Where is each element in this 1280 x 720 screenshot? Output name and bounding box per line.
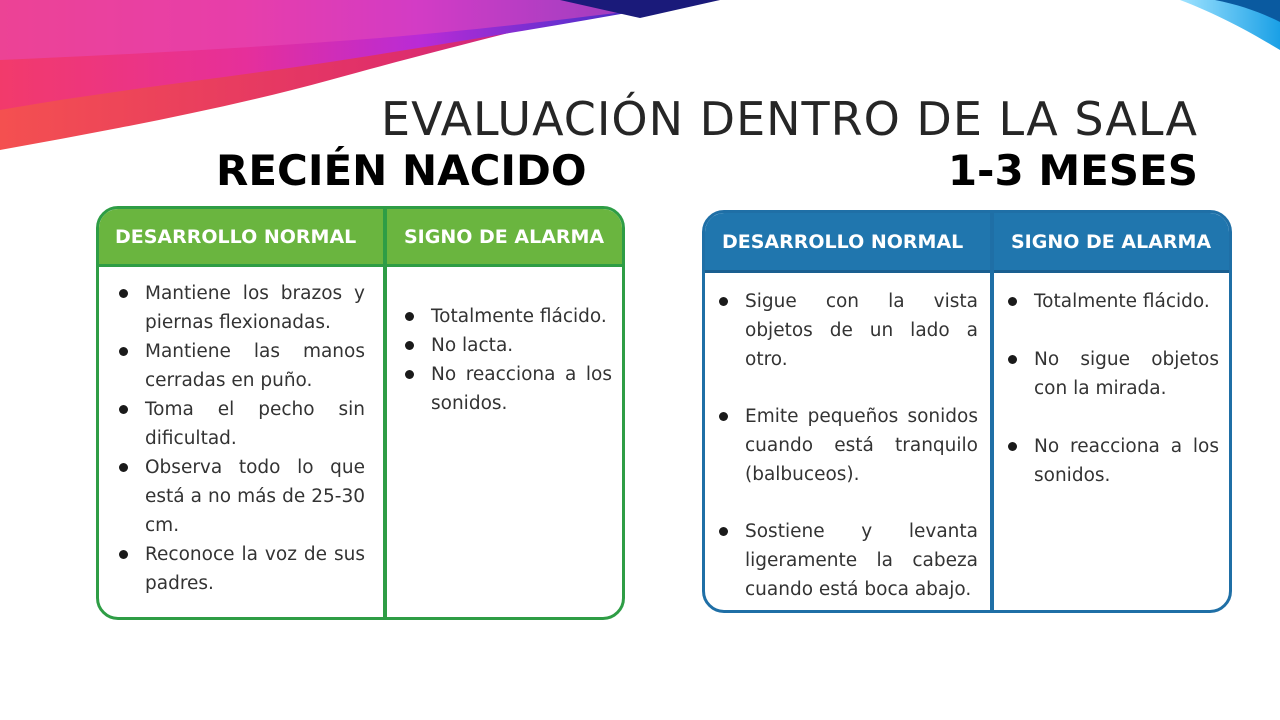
alarm-sign-column <box>990 213 1229 610</box>
alarm-sign-column <box>383 209 622 617</box>
months-1-3-heading: 1-3 MESES <box>947 146 1198 195</box>
list-item: Toma el pecho sin dificultad. <box>115 395 365 453</box>
alarm-sign-list <box>1004 287 1219 490</box>
list-item: No reacciona a los sonidos. <box>401 360 612 418</box>
newborn-table <box>96 206 625 620</box>
list-item: Sostiene y levanta ligeramente la cabeza cuando está boca abajo. <box>715 517 978 604</box>
list-item: No sigue objetos con la mirada. <box>1004 345 1219 403</box>
normal-development-list <box>115 279 365 598</box>
newborn-heading: RECIÉN NACIDO <box>216 146 587 195</box>
list-item: Mantiene los brazos y piernas flexionadas. <box>115 279 365 337</box>
alarm-sign-header: SIGNO DE ALARMA <box>387 209 622 267</box>
normal-development-header: DESARROLLO NORMAL <box>705 213 990 273</box>
list-item: Mantiene las manos cerradas en puño. <box>115 337 365 395</box>
months-1-3-table <box>702 210 1232 613</box>
list-item: Totalmente flácido. <box>401 302 612 331</box>
list-item: Totalmente flácido. <box>1004 287 1219 316</box>
list-item: Observa todo lo que está a no más de 25-30 cm. <box>115 453 365 540</box>
normal-development-column <box>99 209 383 617</box>
alarm-sign-header: SIGNO DE ALARMA <box>994 213 1229 273</box>
normal-development-header: DESARROLLO NORMAL <box>99 209 383 267</box>
normal-development-list <box>715 287 978 604</box>
alarm-sign-list <box>401 302 612 418</box>
list-item: No reacciona a los sonidos. <box>1004 432 1219 490</box>
list-item: Reconoce la voz de sus padres. <box>115 540 365 598</box>
list-item: Emite pequeños sonidos cuando está tranquilo (balbuceos). <box>715 402 978 489</box>
list-item: Sigue con la vista objetos de un lado a otro. <box>715 287 978 374</box>
slide-title: EVALUACIÓN DENTRO DE LA SALA <box>381 92 1198 146</box>
normal-development-column <box>705 213 990 610</box>
list-item: No lacta. <box>401 331 612 360</box>
